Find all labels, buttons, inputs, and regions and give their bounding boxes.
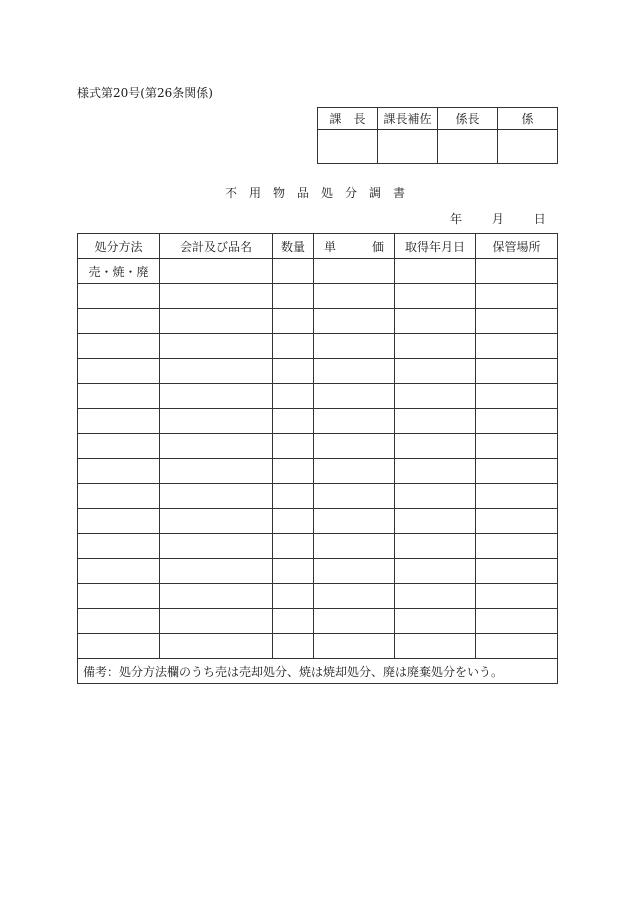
table-row: [78, 434, 558, 459]
cell-item-name[interactable]: [160, 634, 273, 659]
cell-quantity[interactable]: [273, 259, 314, 284]
cell-item-name[interactable]: [160, 384, 273, 409]
cell-method[interactable]: 売・焼・廃: [78, 259, 160, 284]
cell-quantity[interactable]: [273, 409, 314, 434]
cell-item-name[interactable]: [160, 534, 273, 559]
cell-method[interactable]: [78, 409, 160, 434]
cell-item-name[interactable]: [160, 334, 273, 359]
date-line: [450, 210, 546, 227]
cell-storage-location[interactable]: [476, 434, 558, 459]
cell-method[interactable]: [78, 284, 160, 309]
cell-quantity[interactable]: [273, 634, 314, 659]
cell-unit-price[interactable]: [314, 384, 395, 409]
cell-acquisition-date[interactable]: [395, 334, 476, 359]
table-row: [78, 609, 558, 634]
table-row: [78, 484, 558, 509]
table-row: [78, 259, 558, 284]
document-title: 不用物品処分調書: [224, 186, 417, 200]
cell-quantity[interactable]: [273, 309, 314, 334]
cell-storage-location[interactable]: [476, 334, 558, 359]
header-method: 処分方法: [78, 234, 160, 259]
cell-unit-price[interactable]: [314, 584, 395, 609]
cell-acquisition-date[interactable]: [395, 459, 476, 484]
cell-quantity[interactable]: [273, 534, 314, 559]
table-row: [78, 634, 558, 659]
approval-stamp-cell[interactable]: [498, 130, 558, 164]
cell-method[interactable]: [78, 334, 160, 359]
cell-method[interactable]: [78, 534, 160, 559]
cell-quantity[interactable]: [273, 509, 314, 534]
table-row: [78, 584, 558, 609]
header-unit-price-b: 価: [371, 239, 384, 254]
cell-unit-price[interactable]: [314, 534, 395, 559]
cell-unit-price[interactable]: [314, 434, 395, 459]
cell-quantity[interactable]: [273, 584, 314, 609]
cell-unit-price[interactable]: [314, 284, 395, 309]
cell-unit-price[interactable]: [314, 634, 395, 659]
cell-storage-location[interactable]: [476, 359, 558, 384]
cell-storage-location[interactable]: [476, 584, 558, 609]
cell-method[interactable]: [78, 609, 160, 634]
approval-header-staff: 係: [498, 108, 558, 130]
disposal-table: [77, 233, 558, 684]
cell-unit-price[interactable]: [314, 559, 395, 584]
cell-item-name[interactable]: [160, 609, 273, 634]
table-row: [78, 284, 558, 309]
header-storage-location: 保管場所: [476, 234, 558, 259]
cell-method[interactable]: [78, 384, 160, 409]
cell-method[interactable]: [78, 559, 160, 584]
cell-method[interactable]: [78, 359, 160, 384]
cell-acquisition-date[interactable]: [395, 309, 476, 334]
cell-item-name[interactable]: [160, 459, 273, 484]
header-unit-price-a: 単: [324, 239, 337, 254]
table-row: [78, 384, 558, 409]
header-item-name: 会計及び品名: [160, 234, 273, 259]
cell-quantity[interactable]: [273, 609, 314, 634]
table-row: [78, 309, 558, 334]
cell-storage-location[interactable]: [476, 509, 558, 534]
table-row: [78, 559, 558, 584]
cell-unit-price[interactable]: [314, 359, 395, 384]
cell-unit-price[interactable]: [314, 309, 395, 334]
cell-acquisition-date[interactable]: [395, 409, 476, 434]
cell-method[interactable]: [78, 459, 160, 484]
cell-item-name[interactable]: [160, 559, 273, 584]
cell-method[interactable]: [78, 309, 160, 334]
approval-stamp-cell[interactable]: [438, 130, 498, 164]
cell-method[interactable]: [78, 484, 160, 509]
cell-storage-location[interactable]: [476, 259, 558, 284]
date-month-label: 月: [491, 212, 504, 226]
cell-acquisition-date[interactable]: [395, 559, 476, 584]
cell-storage-location[interactable]: [476, 409, 558, 434]
header-quantity: 数量: [273, 234, 314, 259]
cell-quantity[interactable]: [273, 484, 314, 509]
cell-storage-location[interactable]: [476, 559, 558, 584]
approval-stamp-cell[interactable]: [318, 130, 378, 164]
cell-unit-price[interactable]: [314, 484, 395, 509]
cell-item-name[interactable]: [160, 359, 273, 384]
cell-item-name[interactable]: [160, 434, 273, 459]
cell-acquisition-date[interactable]: [395, 484, 476, 509]
header-acquisition-date: 取得年月日: [395, 234, 476, 259]
cell-acquisition-date[interactable]: [395, 284, 476, 309]
cell-method[interactable]: [78, 509, 160, 534]
cell-storage-location[interactable]: [476, 384, 558, 409]
cell-acquisition-date[interactable]: [395, 509, 476, 534]
cell-quantity[interactable]: [273, 459, 314, 484]
cell-unit-price[interactable]: [314, 409, 395, 434]
cell-storage-location[interactable]: [476, 484, 558, 509]
cell-acquisition-date[interactable]: [395, 609, 476, 634]
cell-quantity[interactable]: [273, 284, 314, 309]
cell-quantity[interactable]: [273, 359, 314, 384]
table-row: [78, 359, 558, 384]
cell-unit-price[interactable]: [314, 609, 395, 634]
cell-acquisition-date[interactable]: [395, 584, 476, 609]
cell-quantity[interactable]: [273, 434, 314, 459]
cell-quantity[interactable]: [273, 384, 314, 409]
table-row: [78, 459, 558, 484]
cell-unit-price[interactable]: [314, 509, 395, 534]
cell-unit-price[interactable]: [314, 259, 395, 284]
cell-item-name[interactable]: [160, 584, 273, 609]
cell-method[interactable]: [78, 584, 160, 609]
cell-acquisition-date[interactable]: [395, 534, 476, 559]
cell-acquisition-date[interactable]: [395, 384, 476, 409]
cell-unit-price[interactable]: [314, 459, 395, 484]
cell-storage-location[interactable]: [476, 609, 558, 634]
approval-header-subsection-chief: 係長: [438, 108, 498, 130]
date-day-label: 日: [533, 212, 546, 226]
cell-acquisition-date[interactable]: [395, 434, 476, 459]
approval-header-assistant-chief: 課長補佐: [378, 108, 438, 130]
note-text: 備考：処分方法欄のうち売は売却処分、焼は焼却処分、廃は廃棄処分をいう。: [78, 659, 558, 684]
approval-stamp-table: [317, 107, 558, 164]
cell-item-name[interactable]: [160, 509, 273, 534]
cell-storage-location[interactable]: [476, 634, 558, 659]
approval-header-section-chief: 課 長: [318, 108, 378, 130]
cell-item-name[interactable]: [160, 284, 273, 309]
cell-storage-location[interactable]: [476, 534, 558, 559]
approval-stamp-cell[interactable]: [378, 130, 438, 164]
cell-item-name[interactable]: [160, 409, 273, 434]
form-number: 様式第20号(第26条関係): [77, 86, 213, 100]
cell-acquisition-date[interactable]: [395, 359, 476, 384]
cell-unit-price[interactable]: [314, 334, 395, 359]
table-row: [78, 534, 558, 559]
table-row: [78, 409, 558, 434]
cell-storage-location[interactable]: [476, 284, 558, 309]
cell-quantity[interactable]: [273, 559, 314, 584]
header-unit-price: [314, 234, 395, 259]
date-year-label: 年: [450, 212, 463, 226]
cell-item-name[interactable]: [160, 259, 273, 284]
cell-item-name[interactable]: [160, 484, 273, 509]
cell-quantity[interactable]: [273, 334, 314, 359]
note-row: [78, 659, 558, 684]
cell-acquisition-date[interactable]: [395, 259, 476, 284]
cell-item-name[interactable]: [160, 309, 273, 334]
table-row: [78, 334, 558, 359]
cell-storage-location[interactable]: [476, 309, 558, 334]
cell-storage-location[interactable]: [476, 459, 558, 484]
table-row: [78, 509, 558, 534]
cell-acquisition-date[interactable]: [395, 634, 476, 659]
cell-method[interactable]: [78, 434, 160, 459]
cell-method[interactable]: [78, 634, 160, 659]
